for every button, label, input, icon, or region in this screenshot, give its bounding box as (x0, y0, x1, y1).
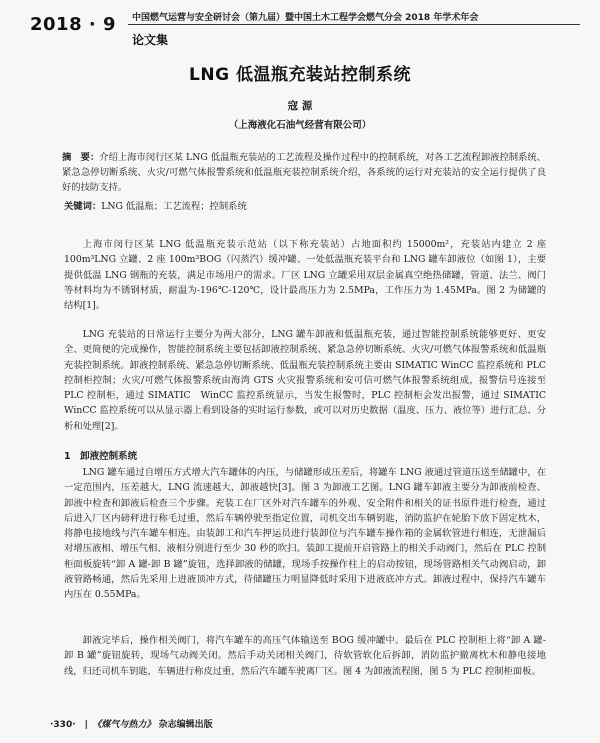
abstract-label: 摘 要： (62, 152, 100, 163)
keywords-label: 关键词： (64, 201, 102, 212)
paragraph-completion: 卸液完毕后，操作相关阀门，将汽车罐车的高压气体输送至 BOG 缓冲罐中。最后在 PLC 控制柜上将“卸 A 罐-卸 B 罐”旋钮旋转，现场气动阀关闭。然后手动关闭相关阀门，待软管软化后拆卸，消防监护撤离枕木和静电接地线，归还司机车钥匙，车辆进行称皮过重，然后汽车罐车驶离厂区。图 4 为卸液流程图，图 5 为 PLC 控制柜面板。 (64, 635, 546, 677)
section-heading: 1 卸液控制系统 (64, 451, 138, 462)
publisher-note: 杂志编辑出版 (158, 720, 213, 730)
page-footer: ·330· | 《煤气与热力》 杂志编辑出版 (50, 720, 213, 730)
collection-label: 论文集 (132, 33, 169, 47)
conference-name: 中国燃气运营与安全研讨会（第九届）暨中国土木工程学会燃气分会 2018 年学术年会 (132, 13, 479, 23)
paragraph-overview: LNG 充装站的日常运行主要分为两大部分，LNG 罐车卸液和低温瓶充装，通过智能控制系统能够更好、更安全、更简便的完成操作，智能控制系统主要包括卸液控制系统、紧急急停切断系统、火灾/可燃气体报警系统和低温瓶充装控制系统。卸液控制系统、紧急急停切断系统、低温瓶充装控制系统主要由 SIMATIC WinCC 监控系统和 PLC 控制柜控制；火灾/可燃气体报警系统由海湾 GTS 火灾报警系统和安可信可燃气体报警系统组成，报警信号连接至 PLC 控制柜，通过 SIMATIC WinCC 监控系统显示，当发生报警时，PLC 控制柜会发出报警，通过 SIMATIC WinCC 监控系统可以从显示器上看到设备的实时运行参数，或可以对历史数据（温度、压力、液位等）进行汇总、分析和处理[2]。 (64, 329, 556, 432)
keywords-text: LNG 低温瓶；工艺流程；控制系统 (101, 201, 247, 212)
paper-title: LNG 低温瓶充装站控制系统 (189, 65, 411, 85)
paragraph-intro: 上海市闵行区某 LNG 低温瓶充装示范站（以下称充装站）占地面积约 15000m²，充装站内建立 2 座 100m³LNG 立罐、2 座 100m³BOG（闪蒸汽）缓冲罐、一处低温瓶充装平台和 LNG 罐车卸液位（如图 1），主要提供低温 LNG 钢瓶的充装，满足市场用户的需求。厂区 LNG 立罐采用双层金属真空绝热储罐，管道、法兰、阀门等材料均为不锈钢材质，耐温为-196℃-120℃，设计最高压力为 2.5MPa，工作压力为 1.45MPa。图 2 为储罐的结构[1]。 (64, 239, 546, 312)
issue-year: 2018 · 9 (30, 14, 116, 35)
paragraph-unloading: LNG 罐车通过自增压方式增大汽车罐体的内压，与储罐形成压差后，将罐车 LNG 液通过管道压送至储罐中，在一定范围内，压差越大，LNG 流速越大，卸液越快[3]。图 3 为卸液工艺图。LNG 罐车卸液主要分为卸液前检查、卸液中检查和卸液后检查三个步骤。充装工在厂区外对汽车罐车的外观、安全附件和相关的证书原件进行检查，通过后进入厂区内磅秤进行称毛过重，然后车辆停驶至指定位置，司机交出车辆钥匙，消防监护在轮胎下放下固定枕木，将静电接地线与汽车罐车相连。由装卸工和汽车押运员进行装卸位与汽车罐车操作箱的金属软管进行相连，无泄漏后对增压液相、增压气相、液相分别进行至少 30 秒的吹扫。装卸工提前开启管路上的相关手动阀门，然后在 PLC 控制柜面板旋转“卸 A 罐-卸 B 罐”旋钮，选择卸液的储罐，现场手按操作柱上的启动按钮，现场管路相关气动阀启动，卸液管路畅通，然后先采用上进液顶冲方式，待储罐压力明显降低时采用下进液底冲方式。卸液过程中，保持汽车罐车内压在 0.55MPa。 (64, 467, 546, 601)
affiliation: （上海液化石油气经营有限公司） (228, 120, 372, 131)
header-rule (128, 24, 580, 25)
abstract (62, 150, 546, 195)
journal-name: 《煤气与热力》 (96, 720, 156, 730)
abstract-text: 介绍上海市闵行区某 LNG 低温瓶充装站的工艺流程及操作过程中的控制系统，对各工艺流程卸液控制系统、紧急急停切断系统、火灾/可燃气体报警系统和低温瓶充装控制系统介绍，各系统的运行对充装站的安全运行提供了良好的技防支持。 (62, 152, 546, 193)
keywords (64, 199, 544, 214)
page-number: ·330· (50, 720, 76, 730)
author: 寇 源 (287, 100, 313, 112)
